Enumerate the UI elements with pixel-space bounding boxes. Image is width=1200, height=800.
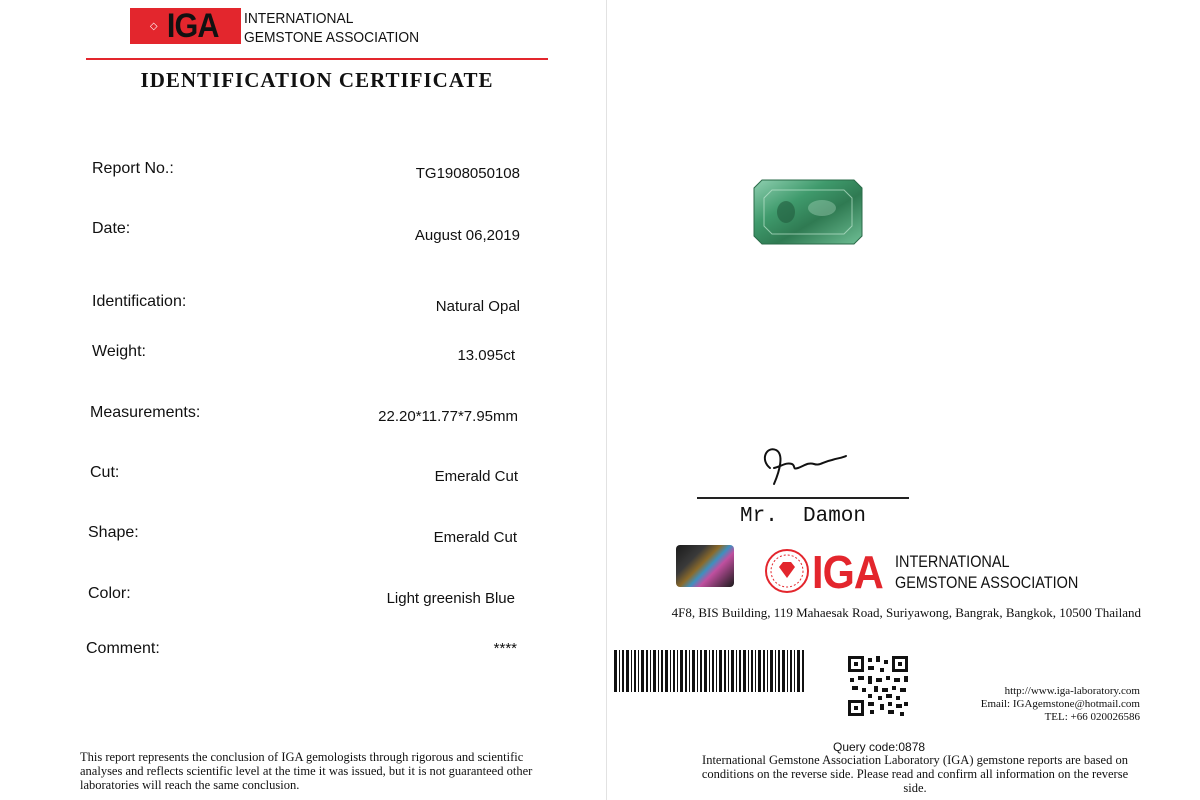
report-note: International Gemstone Association Laboratory (IGA) gemstone reports are based on conditions on the reverse side. Please read and confirm all information on the reverse side.: [701, 753, 1129, 795]
footer-org-name: [895, 551, 1078, 593]
page-fold: [606, 0, 607, 800]
iga-logo-text: IGA: [166, 6, 219, 45]
iga-emblem-icon: [763, 547, 811, 595]
field-label-comment: Comment:: [86, 640, 160, 657]
query-code: Query code:0878: [833, 740, 926, 754]
field-value-weight: 13.095ct: [457, 347, 515, 364]
hologram-seal: [676, 545, 734, 587]
field-label-weight: Weight:: [92, 343, 146, 360]
field-value-color: Light greenish Blue: [386, 590, 515, 607]
field-value-cut: Emerald Cut: [434, 468, 518, 485]
field-label-identification: Identification:: [92, 293, 187, 310]
qr-code: [846, 654, 910, 718]
field-label-shape: Shape:: [88, 524, 139, 541]
email-text: Email: IGAgemstone@hotmail.com: [980, 698, 1140, 710]
contact-block: [940, 685, 1140, 724]
field-label-date: Date:: [92, 220, 131, 237]
signature-line: [697, 497, 909, 499]
footer-org-line2: GEMSTONE ASSOCIATION: [895, 573, 1079, 592]
gemstone-photo: [752, 178, 864, 246]
header-divider: [86, 58, 548, 60]
field-value-shape: Emerald Cut: [433, 529, 517, 546]
org-name-line1: INTERNATIONAL: [244, 10, 354, 27]
certificate-title: IDENTIFICATION CERTIFICATE: [140, 68, 494, 92]
field-label-cut: Cut:: [90, 464, 120, 481]
website-link[interactable]: http://www.iga-laboratory.com: [1004, 685, 1140, 697]
diamond-mark-icon: ◇: [149, 20, 158, 32]
phone-text: TEL: +66 020026586: [1044, 711, 1140, 723]
field-label-measurements: Measurements:: [90, 404, 201, 421]
footer-iga-logo-text: IGA: [812, 546, 883, 598]
lab-address: 4F8, BIS Building, 119 Mahaesak Road, Suriyawong, Bangrak, Bangkok, 10500 Thailand: [671, 605, 1141, 620]
footer-org-line1: INTERNATIONAL: [895, 552, 1010, 571]
org-name-line2: GEMSTONE ASSOCIATION: [244, 29, 420, 46]
field-label-color: Color:: [88, 585, 131, 602]
org-name: [244, 9, 419, 47]
signatory-name: Mr. Damon: [739, 505, 867, 528]
signature-mark: [752, 440, 852, 490]
disclaimer-text: This report represents the conclusion of IGA gemologists through rigorous and scientific analyses and reflects scientific level at the time it was issued, but it is not guaranteed other laboratories will reach the same conclusion.: [80, 750, 533, 792]
field-value-date: August 06,2019: [414, 227, 520, 244]
field-value-report-no: TG1908050108: [415, 165, 520, 182]
barcode: [614, 650, 806, 692]
field-value-measurements: 22.20*11.77*7.95mm: [378, 408, 518, 425]
field-label-report-no: Report No.:: [92, 160, 174, 177]
field-value-comment: ****: [493, 640, 517, 657]
iga-logo-badge: [130, 8, 241, 44]
field-value-identification: Natural Opal: [435, 298, 520, 315]
